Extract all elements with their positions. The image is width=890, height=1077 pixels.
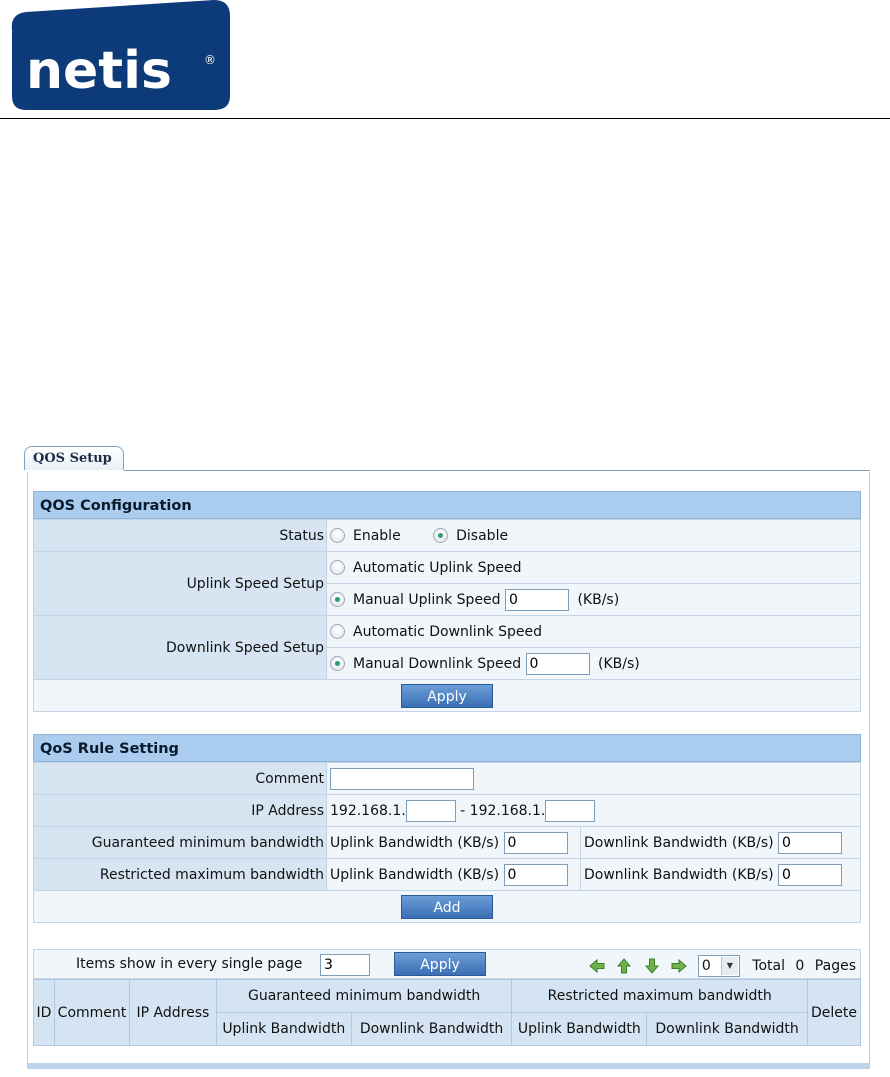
disable-label: Disable [456,527,509,544]
header-divider [0,118,890,119]
add-button[interactable]: Add [401,895,493,919]
ip-address-label: IP Address [34,795,327,827]
restricted-downlink-cell [581,859,861,891]
page-select[interactable] [698,955,740,977]
panel-bottom-bar [27,1063,870,1069]
manual-downlink-row [327,648,861,680]
pager-controls [588,955,856,977]
enable-label: Enable [353,527,401,544]
total-label: Total [752,958,785,974]
comment-input[interactable] [330,768,474,790]
col-restricted: Restricted maximum bandwidth [512,980,808,1013]
add-row [34,891,861,923]
restricted-uplink-cell [327,859,581,891]
manual-uplink-radio[interactable] [330,592,345,607]
apply-button[interactable]: Apply [401,684,493,708]
manual-uplink-input[interactable] [505,589,569,611]
manual-downlink-radio[interactable] [330,656,345,671]
col-comment: Comment [54,980,129,1046]
restricted-uplink-label: Uplink Bandwidth (KB/s) [330,866,500,883]
enable-radio[interactable] [330,528,345,543]
uplink-unit: (KB/s) [577,591,620,608]
total-pages-value: 0 [795,958,805,974]
chevron-down-icon: ▼ [721,957,738,975]
auto-uplink-row [327,552,861,584]
col-guaranteed: Guaranteed minimum bandwidth [216,980,512,1013]
qos-rule-section [33,734,861,923]
col-id: ID [34,980,55,1046]
comment-cell [327,763,861,795]
downlink-speed-label: Downlink Speed Setup [34,616,327,680]
disable-radio[interactable] [433,528,448,543]
col-ip-address: IP Address [129,980,216,1046]
netis-logo [8,0,230,110]
tab-underline [124,470,870,471]
col-guaranteed-downlink: Downlink Bandwidth [351,1013,512,1046]
col-guaranteed-uplink: Uplink Bandwidth [216,1013,351,1046]
guaranteed-downlink-label: Downlink Bandwidth (KB/s) [584,834,774,851]
brand-text: netis [26,41,172,101]
guaranteed-uplink-cell [327,827,581,859]
col-restricted-uplink: Uplink Bandwidth [512,1013,647,1046]
manual-uplink-label: Manual Uplink Speed [353,591,501,608]
guaranteed-uplink-input[interactable] [504,832,568,854]
col-restricted-downlink: Downlink Bandwidth [647,1013,808,1046]
section-title: QOS Configuration [33,491,861,519]
guaranteed-uplink-label: Uplink Bandwidth (KB/s) [330,834,500,851]
status-options [327,520,861,552]
rule-list-table [33,979,861,1046]
tab-bar [24,446,870,472]
down-arrow-icon[interactable] [643,957,661,975]
page-select-value: 0 [701,958,711,974]
guaranteed-bandwidth-label: Guaranteed minimum bandwidth [34,827,327,859]
qos-configuration-section [33,491,861,712]
status-label: Status [34,520,327,552]
rule-list-section [33,949,861,1046]
ip-range-cell [327,795,861,827]
manual-downlink-input[interactable] [526,653,590,675]
ip-start-input[interactable] [406,800,456,822]
ip-separator: - 192.168.1. [460,802,546,819]
apply-row [34,680,861,712]
manual-uplink-row [327,584,861,616]
items-apply-button[interactable]: Apply [394,952,486,976]
comment-label: Comment [34,763,327,795]
items-per-page-label: Items show in every single page [76,956,303,972]
guaranteed-downlink-cell [581,827,861,859]
restricted-downlink-input[interactable] [778,864,842,886]
qos-config-form [33,519,861,712]
brand-registered-mark: ® [204,53,216,67]
qos-rule-form [33,762,861,923]
manual-downlink-label: Manual Downlink Speed [353,655,522,672]
items-per-page-input[interactable] [320,954,370,976]
restricted-uplink-input[interactable] [504,864,568,886]
ip-prefix: 192.168.1. [330,802,406,819]
up-arrow-icon[interactable] [615,957,633,975]
auto-downlink-radio[interactable] [330,624,345,639]
downlink-unit: (KB/s) [598,655,640,672]
uplink-speed-label: Uplink Speed Setup [34,552,327,616]
auto-uplink-radio[interactable] [330,560,345,575]
guaranteed-downlink-input[interactable] [778,832,842,854]
pager-bar [33,949,861,979]
restricted-downlink-label: Downlink Bandwidth (KB/s) [584,866,774,883]
ip-end-input[interactable] [545,800,595,822]
pages-label: Pages [814,958,856,974]
auto-downlink-label: Automatic Downlink Speed [353,623,543,640]
right-arrow-icon[interactable] [670,957,688,975]
col-delete: Delete [807,980,860,1046]
section-title: QoS Rule Setting [33,734,861,762]
auto-uplink-label: Automatic Uplink Speed [353,559,522,576]
restricted-bandwidth-label: Restricted maximum bandwidth [34,859,327,891]
left-arrow-icon[interactable] [588,957,606,975]
tab-qos-setup[interactable]: QOS Setup [24,446,124,470]
auto-downlink-row [327,616,861,648]
